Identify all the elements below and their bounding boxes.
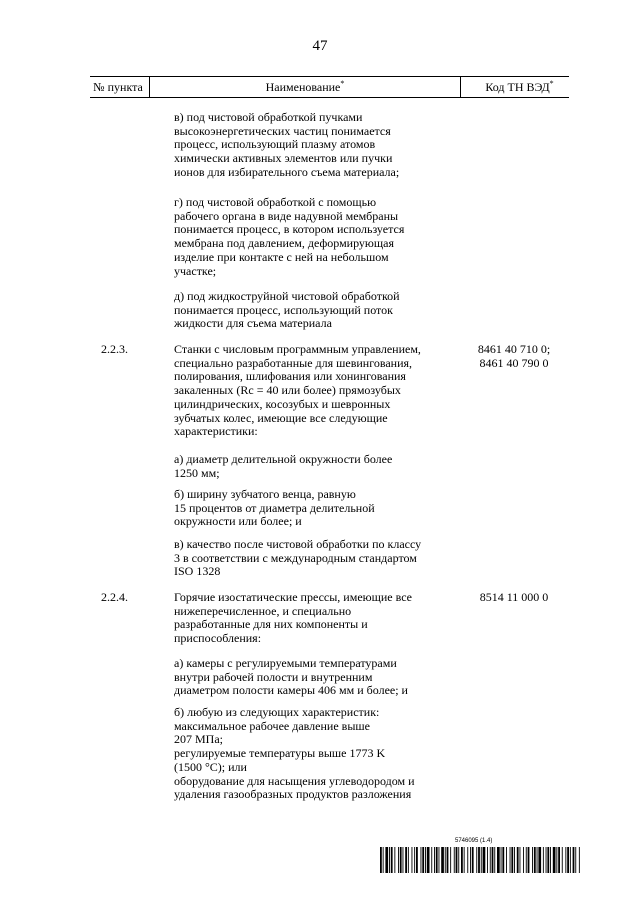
page-number: 47 <box>312 38 328 54</box>
item-description: Станки с числовым программным управлением, специально разработанные для шевингования, полирования, шлифования или хонингования закаленных (Rc = 40 или более) прямозубых цилиндрических, косозубых и шевронных зубчатых колес, имеющие все следующие характеристики: <box>174 342 421 439</box>
column-header-number-label: № пункта <box>93 80 143 94</box>
item-code: 8461 40 710 0; 8461 40 790 0 <box>477 342 551 370</box>
footnote-mark: * <box>549 79 554 88</box>
sub-item-paragraph: а) диаметр делительной окружности более 1250 мм; <box>174 452 393 480</box>
item-number: 2.2.4. <box>101 590 128 604</box>
definition-paragraph-v: в) под чистовой обработкой пучками высокоэнергетических частиц понимается процесс, использующий плазму атомов химически активных элементов или пучки ионов для избирательного съема материала; <box>174 110 400 179</box>
document-barcode <box>380 838 580 882</box>
item-number: 2.2.3. <box>101 342 128 356</box>
sub-item-paragraph: а) камеры с регулируемыми температурами внутри рабочей полости и внутренним диаметром полости камеры 406 мм и более; и <box>174 656 408 698</box>
column-divider <box>460 77 461 97</box>
barcode-icon <box>380 847 580 873</box>
column-header-name <box>150 80 460 95</box>
definition-paragraph-g: г) под чистовой обработкой с помощью рабочего органа в виде надувной мембраны понимается процесс, в котором используется мембрана под давлением, деформирующая изделие при контакте с ней на небольшом участке; <box>174 195 405 278</box>
column-header-code-label: Код ТН ВЭД <box>485 80 550 94</box>
item-code: 8514 11 000 0 <box>479 590 549 604</box>
sub-item-paragraph: б) любую из следующих характеристик: максимальное рабочее давление выше 207 МПа; регулируемые температуры выше 1773 K (1500 °C); или оборудование для насыщения углеводородом и удаления газообразных продуктов разложения <box>174 705 415 802</box>
table-header <box>90 76 569 98</box>
sub-item-paragraph: в) качество после чистовой обработки по классу 3 в соответствии с международным стандартом ISO 1328 <box>174 537 422 579</box>
sub-item-paragraph: б) ширину зубчатого венца, равную 15 процентов от диаметра делительной окружности или более; и <box>174 487 375 529</box>
footnote-mark: * <box>340 79 345 88</box>
item-description: Горячие изостатические прессы, имеющие все нижеперечисленное, и специально разработанные для них компоненты и приспособления: <box>174 590 412 646</box>
column-header-number <box>90 80 146 95</box>
definition-paragraph-d: д) под жидкоструйной чистовой обработкой понимается процесс, использующий поток жидкости для съема материала <box>174 289 400 331</box>
column-header-code <box>470 80 569 95</box>
column-header-name-label: Наименование <box>265 80 341 94</box>
barcode-caption: 5746095 (1.4) <box>455 838 493 844</box>
